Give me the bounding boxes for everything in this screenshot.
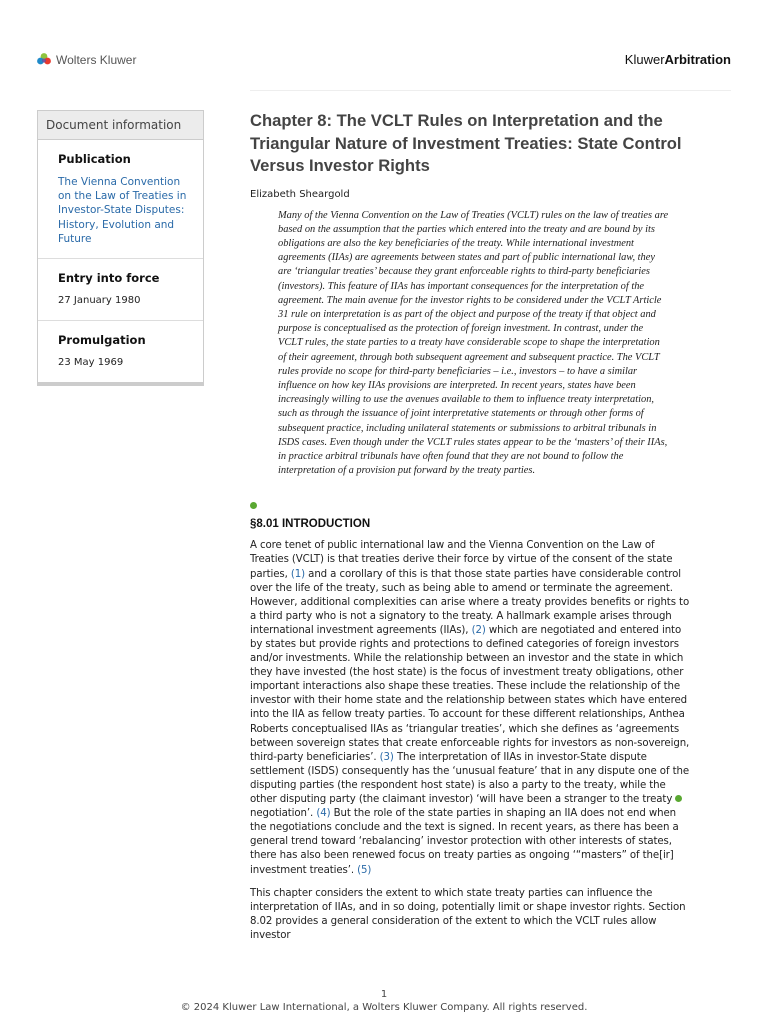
promulgation-section — [38, 321, 203, 385]
page-number: 1 — [380, 989, 388, 1000]
footnote-link-5[interactable]: (5) — [357, 864, 372, 876]
document-info-panel — [37, 110, 204, 386]
intro-paragraph — [250, 539, 695, 877]
footnote-link-2[interactable]: (2) — [471, 624, 486, 636]
page-footer — [0, 988, 768, 1014]
section-marker — [250, 494, 695, 504]
chapter-abstract: Many of the Vienna Convention on the Law of Treaties (VCLT) rules on the law of treaties are based on the assumption that the parties which entered into the treaty and are bound by its obligations are also the key beneficiaries of the treaty. While international investment agreements (IIAs) are agreements between states and part of public international law, they are ‘triangular treaties’ because they grant enforceable rights to third-party beneficiaries (investors). This feature of IIAs has important consequences for the interpretation of the agreement. The main avenue for the investor rights to be considered under the VCLT Article 31 rule on interpretation is as part of the object and purpose of the treaty if that object and purpose is conceptualised as the protection of foreign investment. In contrast, under the VCLT rules, the state parties to a treaty have considerable scope to shape the interpretation of their agreement, through both subsequent agreement and subsequent practice. The VCLT rules provide no scope for third-party beneficiaries – i.e., investors – to have a similar influence on how key IIAs provisions are interpreted. In recent years, states have been increasingly willing to use the avenues available to them to influence treaty interpretation, such as through the issuance of joint interpretative statements or through other forms of subsequent practice, including unilateral statements or submissions to arbitral tribunals in ISDS cases. Even though under the VCLT rules states appear to be the ‘masters’ of their IIAs, in practice arbitral tribunals have often found that they are not bound to follow the interpretation of a provision put forward by the treaty parties. — [278, 209, 669, 477]
green-dot-icon — [675, 795, 682, 802]
page-header — [0, 0, 768, 92]
para-text: But the role of the state parties in shaping an IIA does not end when the negotiations conclude and the text is signed. In recent years, as there has been a general trend toward ‘rebalancing’ investor protection with other interests of states, there has also been renewed focus on treaty parties as ongoing ‘“masters” of the[ir] investment treaties’. — [250, 808, 679, 876]
entry-into-force-label: Entry into force — [58, 271, 160, 286]
footnote-link-4[interactable]: (4) — [316, 808, 331, 820]
wolters-kluwer-logo[interactable] — [36, 52, 136, 68]
chapter-title: Chapter 8: The VCLT Rules on Interpretation and the Triangular Nature of Investment Treaties: State Control Versus Investor Rights — [250, 111, 682, 175]
para-text: The interpretation of IIAs in investor-State dispute settlement (ISDS) consequently has the ‘unusual feature’ that in any dispute one of the disputing parties (the respondent host state) is also a party to the treaty, while the other disputing party (the claimant investor) ‘will have been a stranger to the treaty — [250, 751, 689, 806]
promulgation-label: Promulgation — [58, 333, 146, 348]
footnote-link-1[interactable]: (1) — [290, 568, 306, 580]
promulgation-value: 23 May 1969 — [58, 357, 124, 369]
wolters-kluwer-logo-icon — [36, 52, 52, 68]
document-body — [250, 110, 695, 943]
entry-into-force-section — [38, 259, 203, 321]
para-text: negotiation’. — [250, 808, 314, 820]
section-heading-introduction: §8.01 INTRODUCTION — [250, 518, 371, 531]
brand-regular: Kluwer — [624, 52, 665, 67]
publication-section — [38, 140, 203, 259]
entry-into-force-value: 27 January 1980 — [58, 295, 141, 307]
para-text: and a corollary of this is that those state parties have considerable control over the life of the treaty, such as being able to amend or terminate the agreement. However, additional complexities can arise where a treaty provides benefits or rights to a third party who is not a signatory to the treaty. A hallmark example arises through international investment agreements (IIAs), — [250, 568, 690, 636]
kluwer-arbitration-brand[interactable] — [625, 52, 731, 67]
footnote-link-3[interactable]: (3) — [379, 751, 394, 763]
document-info-heading: Document information — [38, 111, 203, 140]
copyright-notice: © 2024 Kluwer Law International, a Wolters Kluwer Company. All rights reserved. — [180, 1002, 588, 1013]
green-dot-icon — [250, 502, 257, 509]
para-text: which are negotiated and entered into by states but provide rights and protections to defined categories of foreign investors and/or investments. While the relationship between an investor and the state in which they have invested (the host state) is the focus of investment treaty obligations, other important interactions also shape these treaties. These include the relationship of the investor with their home state and the relationship between states which have entered into the IIA as fellow treaty parties. To account for these different relationships, Anthea Roberts conceptualised IIAs as ‘triangular treaties’, which she defines as ‘agreements between sovereign states that create enforceable rights for investors as non-sovereign, third-party beneficiaries’. — [250, 624, 690, 763]
publication-label: Publication — [58, 152, 131, 166]
second-paragraph: This chapter considers the extent to which state treaty parties can influence the interpretation of IIAs, and in so doing, potentially limit or shape investor rights. Section 8.02 provides a general consideration of the extent to which the VCLT rules allow investor — [250, 887, 686, 941]
header-divider — [250, 90, 731, 91]
logo-text: Wolters Kluwer — [56, 53, 137, 67]
author-name: Elizabeth Sheargold — [250, 188, 350, 200]
para-text: A core tenet of public international law and the Vienna Convention on the Law of Treaties (VCLT) is that treaties derive their force by virtue of the consent of the state parties, — [250, 540, 673, 580]
brand-bold: Arbitration — [664, 52, 731, 67]
publication-link[interactable]: The Vienna Convention on the Law of Treaties in Investor-State Disputes: History, Evolution and Future — [58, 176, 187, 245]
